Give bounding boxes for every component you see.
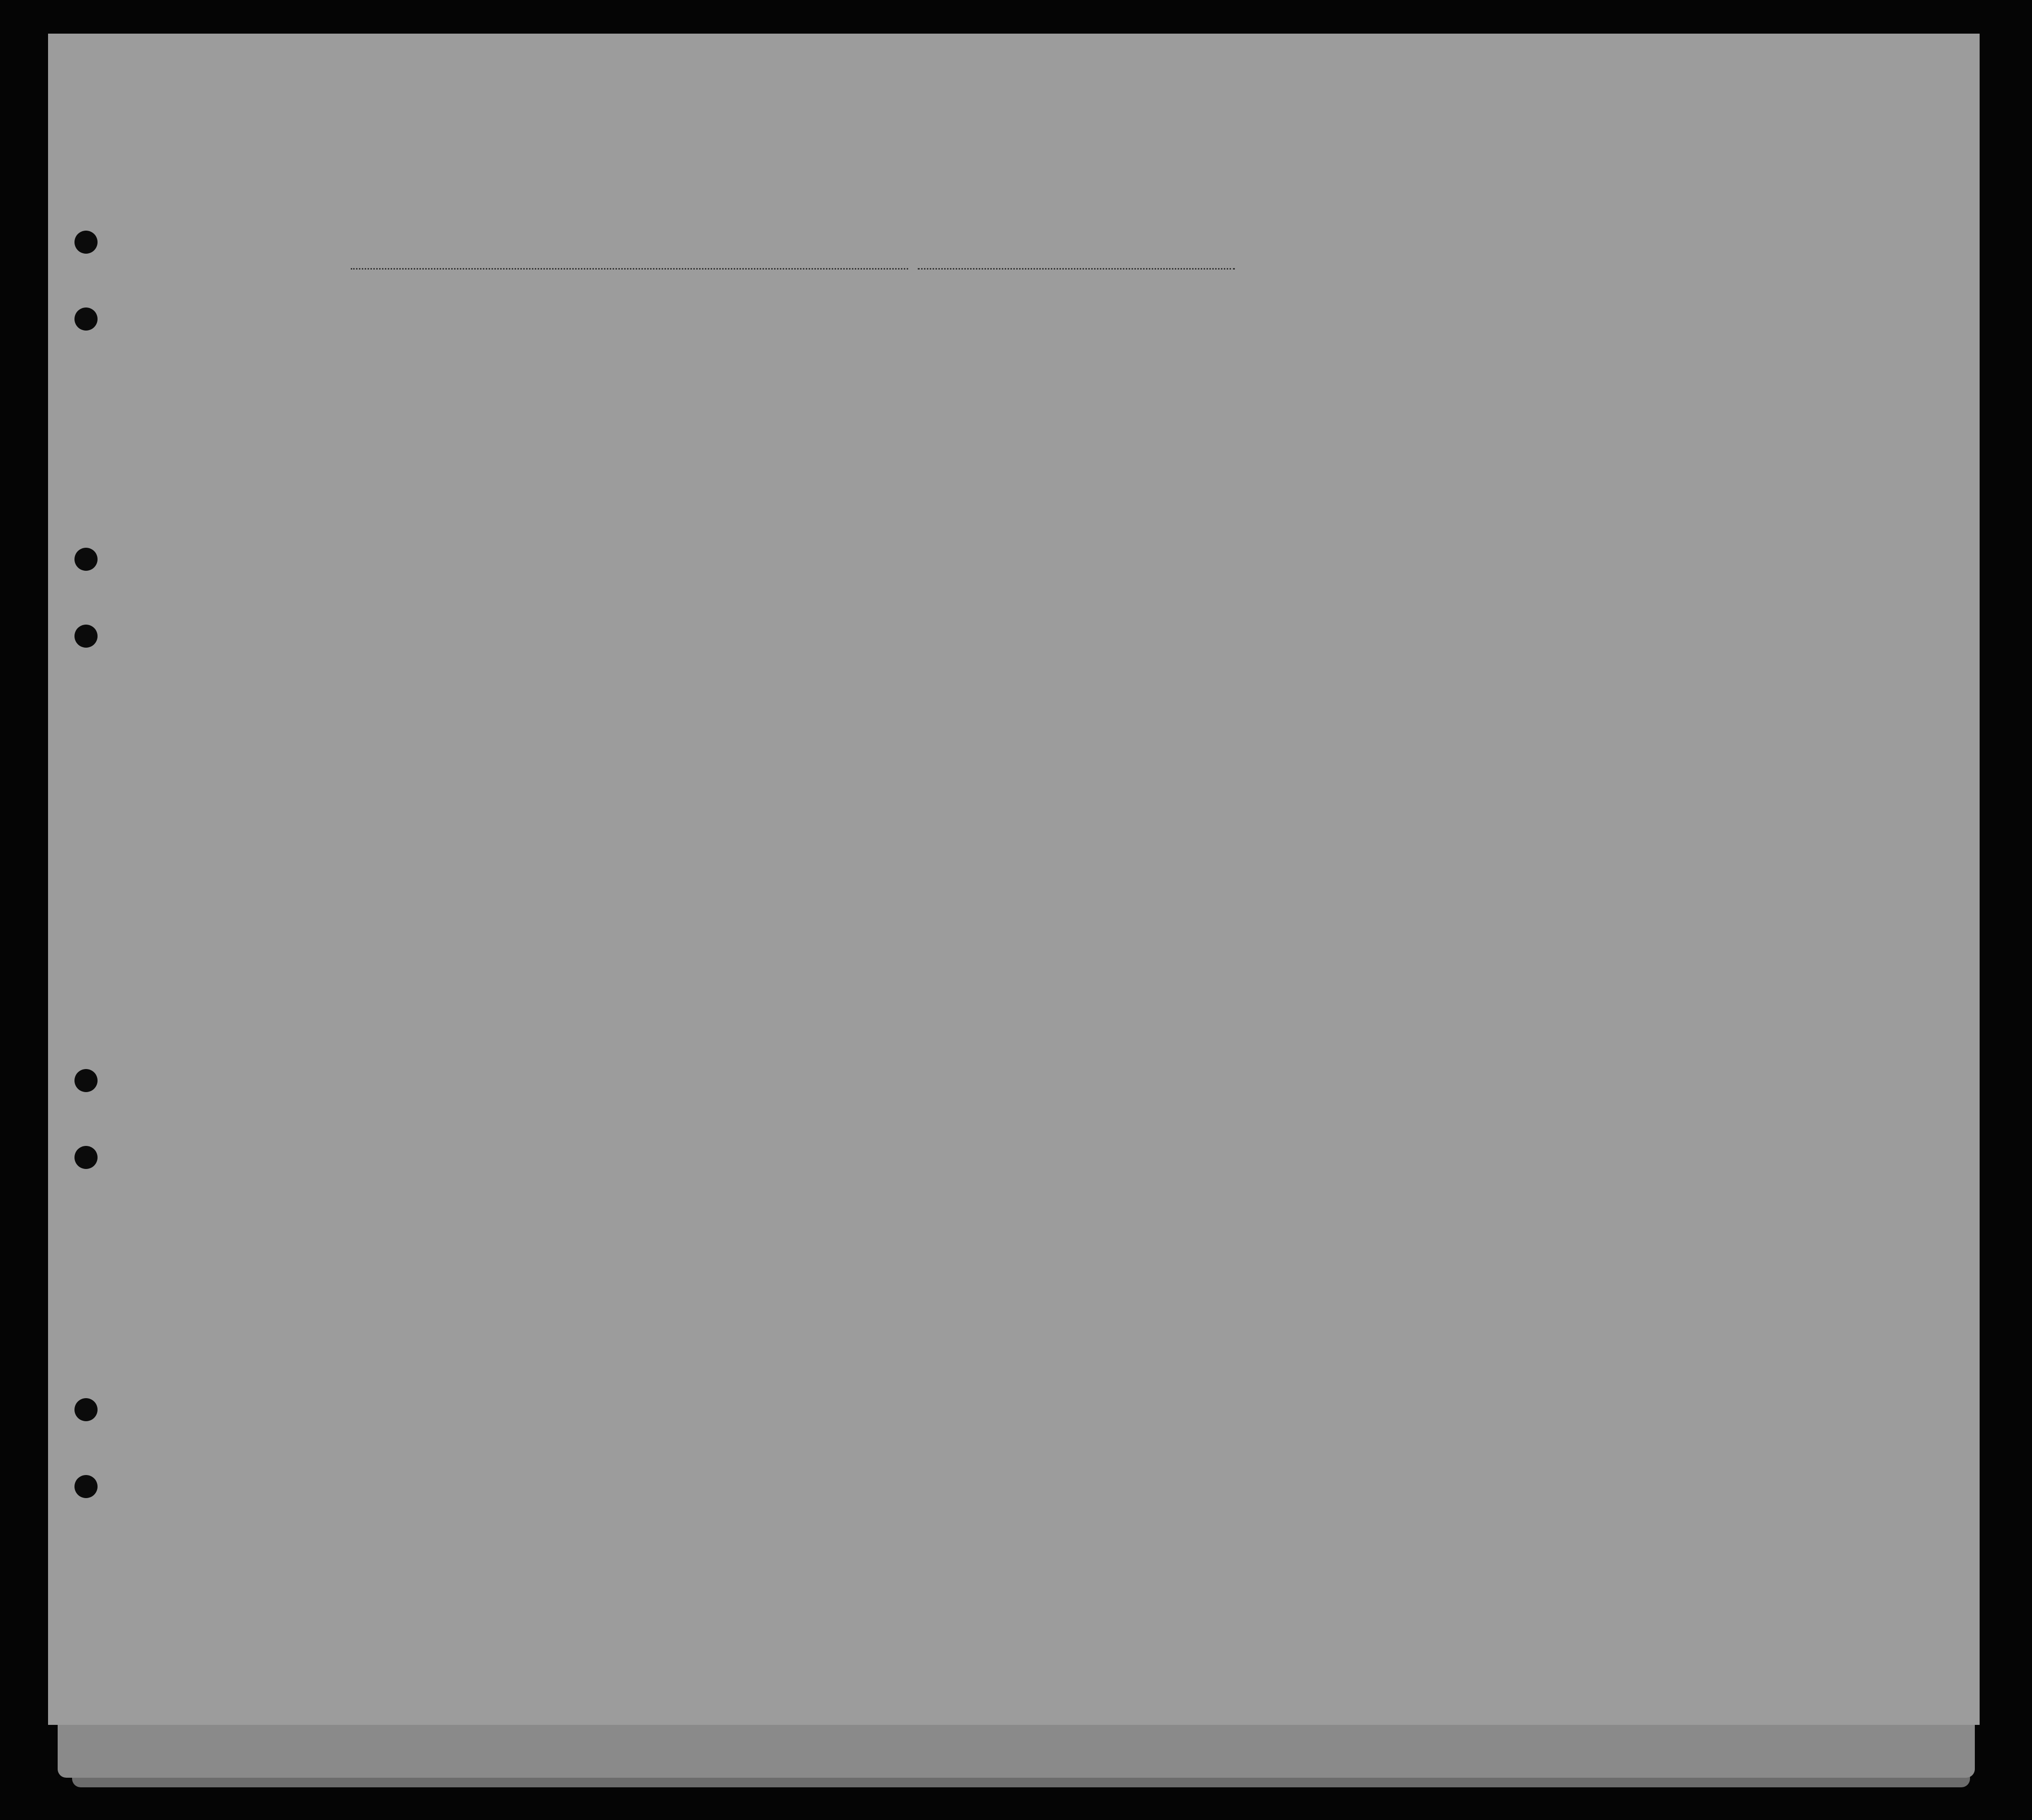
manifest-page bbox=[48, 34, 1980, 1725]
manifest-grid bbox=[48, 34, 1980, 1725]
